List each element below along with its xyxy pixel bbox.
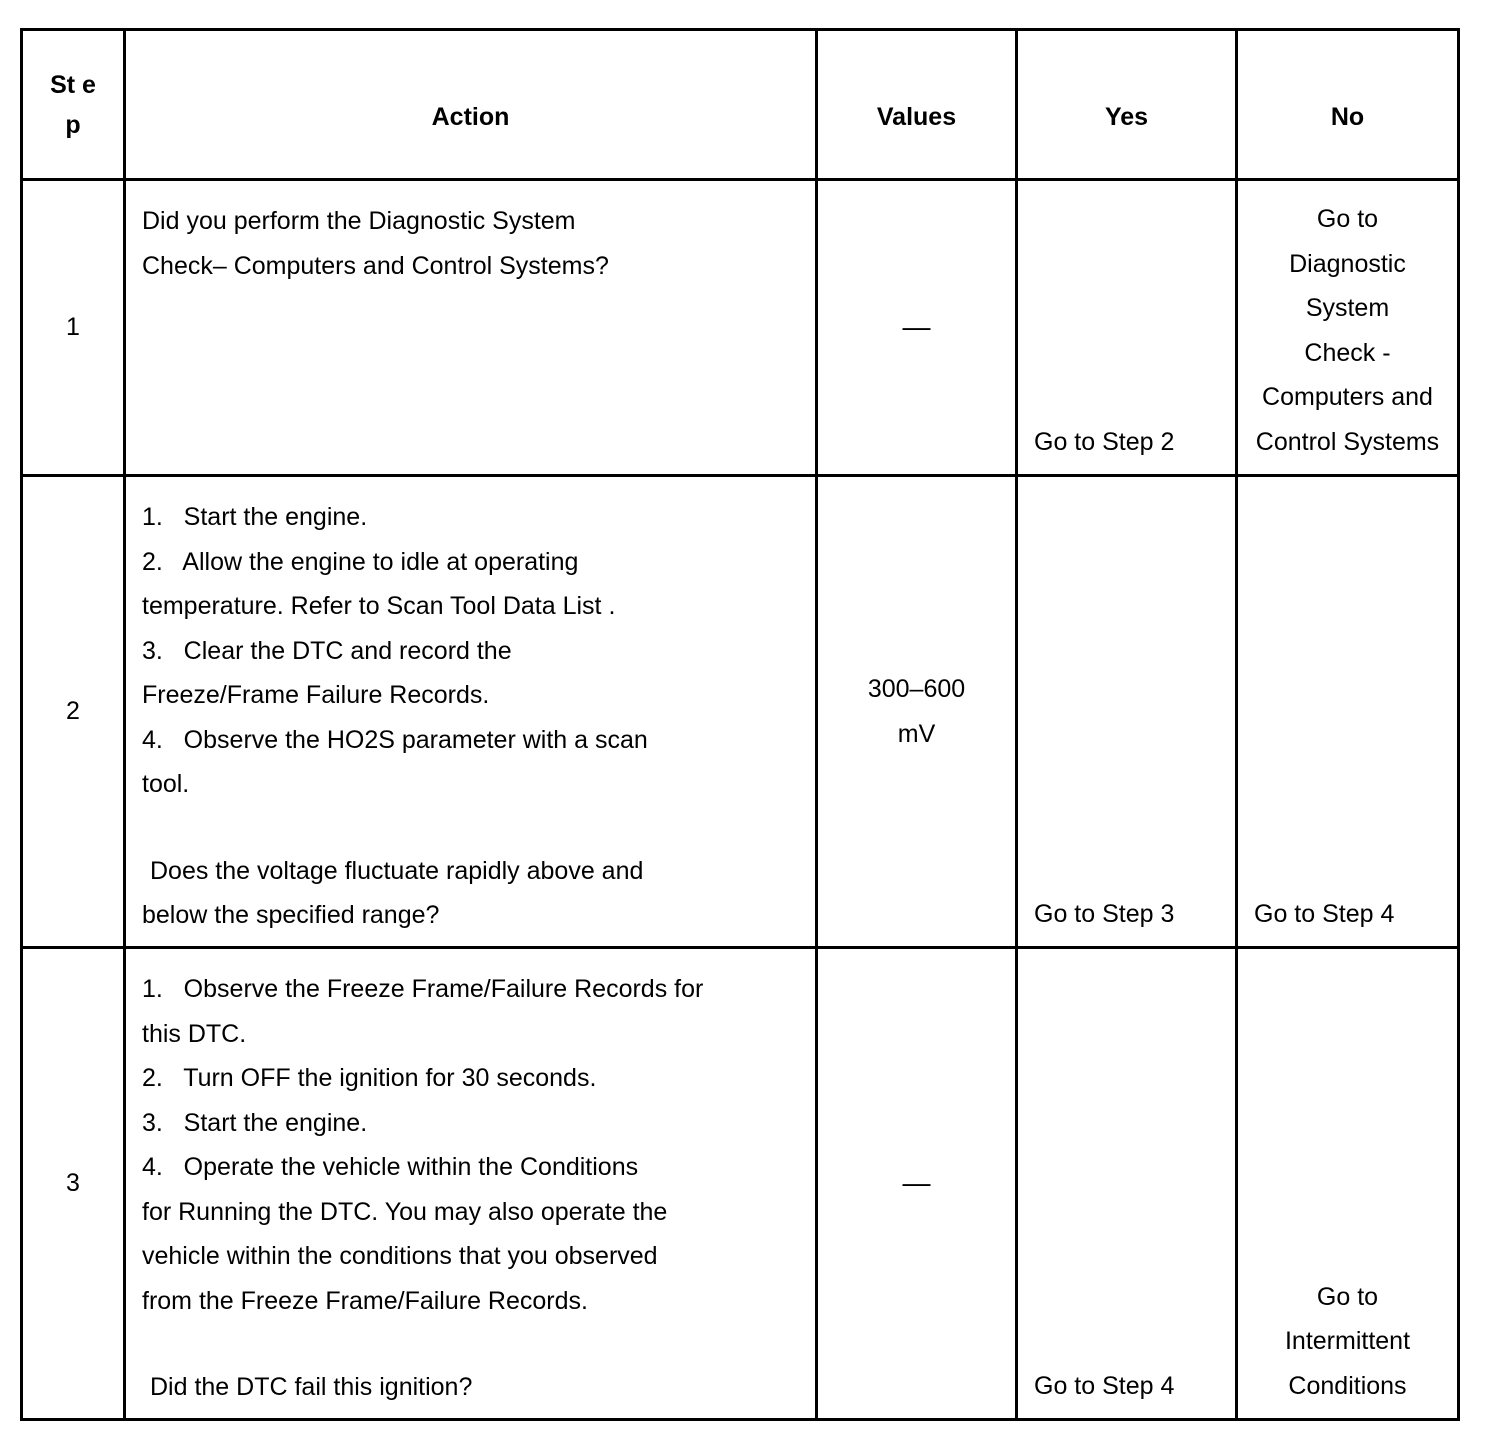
- action-line: 4. Operate the vehicle within the Conditions: [142, 1153, 639, 1181]
- question-line: Did the DTC fail this ignition?: [150, 1373, 473, 1401]
- no-line: Intermittent: [1284, 1327, 1411, 1355]
- action-line: 3. Start the engine.: [142, 1108, 368, 1137]
- action-line: 3. Clear the DTC and record the: [142, 636, 512, 665]
- action-cell: [125, 476, 817, 948]
- question-line: Does the voltage fluctuate rapidly above and: [150, 856, 644, 885]
- yes-cell: Go to Step 3: [1017, 476, 1237, 948]
- no-cell: Go to Step 4: [1237, 476, 1459, 948]
- value-unit: mV: [897, 719, 936, 748]
- header-action: Action: [125, 30, 817, 180]
- no-line: Go to: [1316, 1282, 1379, 1311]
- spacer: [142, 807, 801, 849]
- step-number: 1: [22, 180, 125, 476]
- action-line: from the Freeze Frame/Failure Records.: [142, 1286, 588, 1315]
- no-line: Conditions: [1288, 1371, 1407, 1400]
- action-line: for Running the DTC. You may also operate the: [142, 1197, 668, 1226]
- action-line: 4. Observe the HO2S parameter with a scan: [142, 725, 648, 754]
- step-number: 2: [22, 476, 125, 948]
- no-line: Check -: [1304, 338, 1391, 367]
- header-row: [22, 30, 1459, 180]
- action-line: this DTC.: [142, 1019, 247, 1048]
- step-number: 3: [22, 948, 125, 1420]
- no-line: System: [1305, 294, 1390, 322]
- yes-cell: Go to Step 4: [1017, 948, 1237, 1420]
- table-row: [22, 180, 1459, 476]
- action-line: 2. Turn OFF the ignition for 30 seconds.: [142, 1064, 597, 1092]
- action-cell: [125, 180, 817, 476]
- action-line: Freeze/Frame Failure Records.: [142, 681, 490, 709]
- no-cell: [1237, 180, 1459, 476]
- header-values: Values: [817, 30, 1017, 180]
- action-line: vehicle within the conditions that you observed: [142, 1242, 658, 1270]
- header-yes: Yes: [1017, 30, 1237, 180]
- header-step: St ep: [22, 30, 125, 180]
- values-cell: [817, 948, 1017, 1420]
- diagnostic-table: [20, 28, 1460, 1421]
- spacer: [142, 1323, 801, 1365]
- action-line: Check– Computers and Control Systems?: [142, 251, 609, 280]
- value-dash: —: [902, 311, 931, 342]
- action-line: 1. Observe the Freeze Frame/Failure Records for: [142, 975, 704, 1003]
- header-no: No: [1237, 30, 1459, 180]
- values-cell: [817, 180, 1017, 476]
- action-cell: [125, 948, 817, 1420]
- value-dash: —: [902, 1167, 931, 1198]
- table-row: [22, 948, 1459, 1420]
- action-line: temperature. Refer to Scan Tool Data List .: [142, 592, 616, 620]
- table-row: [22, 476, 1459, 948]
- no-cell: [1237, 948, 1459, 1420]
- question-line: below the specified range?: [142, 901, 440, 929]
- value-range: 300–600: [867, 674, 966, 703]
- action-line: tool.: [142, 770, 190, 798]
- no-line: Control Systems: [1255, 427, 1440, 456]
- no-line: Computers and: [1262, 383, 1433, 411]
- yes-cell: Go to Step 2: [1017, 180, 1237, 476]
- values-cell: [817, 476, 1017, 948]
- no-line: Diagnostic: [1289, 249, 1406, 278]
- action-line: 2. Allow the engine to idle at operating: [142, 547, 579, 576]
- action-line: 1. Start the engine.: [142, 503, 368, 531]
- action-line: Did you perform the Diagnostic System: [142, 207, 576, 235]
- no-line: Go to: [1316, 205, 1379, 233]
